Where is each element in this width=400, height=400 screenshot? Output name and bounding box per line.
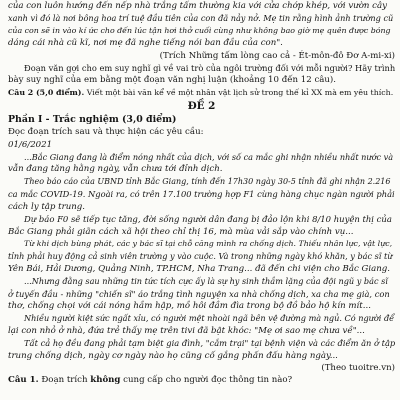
question-2-label: Câu 2 (5,0 điểm).: [8, 87, 85, 97]
article-date: 01/6/2021: [8, 139, 53, 150]
article-line: Từ khi dịch bùng phát, các y bác sĩ tại chỗ căng mình ra chống dịch. Thiếu nhân lực, vật lực,: [24, 238, 393, 248]
intro-passage: [8, 0, 395, 62]
article-line: ca mắc COVID-19. Ngoài ra, có trên 17.100 trường hợp F1 cùng hàng chục ngàn người phải: [8, 189, 395, 200]
cau-1-label: Câu 1.: [8, 375, 39, 386]
question-2: [8, 87, 395, 99]
article-line: Yên Bái, Hải Dương, Quảng Ninh, TP.HCM, Nha Trang... đã đến chi viện cho Bắc Giang.: [8, 263, 391, 274]
article-line: Bắc Giang phải giãn cách xã hội theo chỉ thị 16, mà mùa vải sắp vào chính vụ...: [8, 226, 354, 237]
article-line: cách ly tập trung.: [8, 201, 86, 212]
article-line: thơ, chống chọi với cái nóng hầm hập, mồ hôi đầm đìa trong bộ đồ bảo hộ kín mít...: [8, 300, 371, 311]
question-1-line: bày suy nghĩ của em bằng một đoạn văn nghị luận (khoảng 10 đến 12 câu).: [8, 75, 337, 86]
intro-line: xanh vì đó là nơi bông hoa trí tuệ đầu tiên của con đã nảy nở. Mẹ tin rằng hình ảnh trường cũ: [8, 13, 394, 24]
intro-line: của con luôn hướng đến nếp nhà trắng tấm thường kia với cửa chớp khép, với vườn cây: [8, 1, 387, 11]
intro-line: của con sẽ in vào kí ức cho đến lúc tận hơi thở cuối cùng như không bao giờ mẹ quên được bóng: [8, 25, 391, 35]
article-line: trung chống dịch, ngày cơ ngày nào họ cũng cố gắng phấn đấu hàng ngày...: [8, 350, 338, 361]
article-line: ...Bắc Giang đang là điểm nóng nhất của dịch, với số ca mắc ghi nhận nhiều nhất nước và: [24, 152, 394, 163]
article-line: tỉnh phải huy động cả sinh viên trường y vào cuộc. Và trong những ngày khó khăn, y bác sĩ từ: [8, 251, 393, 262]
cau-1-text-end: cung cấp cho người đọc thông tin nào?: [120, 375, 293, 386]
question-1-line: Đoạn văn gợi cho em suy nghĩ gì về vai trò của ngôi trường đối với mỗi người? Hãy trình: [24, 63, 396, 74]
article-source: (Theo tuoitre.vn): [321, 362, 395, 373]
article-line: ...Nhưng đằng sau những tin tức tích cực ấy là sự hy sinh thầm lặng của đội ngũ y bác sĩ: [24, 276, 388, 287]
question-2-text: Viết một bài văn kể về một nhân vật lịch sử trong thế kỉ XX mà em yêu thích.: [84, 87, 394, 97]
article-line: Theo báo cáo của UBND tỉnh Bắc Giang, tính đến 17h30 ngày 30-5 tỉnh đã ghi nhận 2.216: [24, 176, 391, 186]
article-line: Dự báo F0 sẽ tiếp tục tăng, đời sống người dân đang bị đảo lộn khi 8/10 huyện thị của: [24, 214, 392, 225]
article-line: lại con nhỏ ở nhà, đứa trẻ thấy mẹ trên tivi đã bật khóc: "Mẹ ơi sao mẹ chưa về"...: [8, 325, 365, 336]
article-passage: [8, 151, 395, 362]
article-line: Nhiều người kiệt sức ngất xỉu, có người mệt nhoài ngã bên vệ đường mà ngủ. Có người để: [24, 313, 395, 324]
exam-title: ĐỀ 2: [187, 100, 216, 113]
question-cau-1: [8, 374, 395, 386]
cau-1-text: Đoạn trích: [38, 375, 91, 386]
article-line: vẫn đang tăng hằng ngày, vẫn chưa tới đỉnh dịch.: [8, 164, 223, 175]
part-title: Phần I - Trắc nghiệm (3,0 điểm): [8, 114, 177, 126]
article-line: ở tuyến đầu - những "chiến sĩ" áo trắng tình nguyện xa nhà chống dịch, xa cha mẹ già, con: [8, 288, 390, 299]
cau-1-emphasis: không: [90, 375, 121, 386]
intro-line: dáng cái nhà cũ kĩ, nơi mẹ đã nghe tiếng nói ban đầu của con".: [8, 38, 283, 49]
article-line: Tất cả họ đều đang phải tạm biệt gia đình, "cắm trại" tại bệnh viện và các điểm ăn ở tập: [24, 338, 396, 349]
intro-source: (Trích Những tấm lòng cao cả - Ét-môn-đô Đơ A-mi-xi): [159, 50, 395, 61]
question-1: [8, 62, 395, 87]
instruction: Đọc đoạn trích sau và thực hiện các yêu cầu:: [8, 127, 204, 138]
